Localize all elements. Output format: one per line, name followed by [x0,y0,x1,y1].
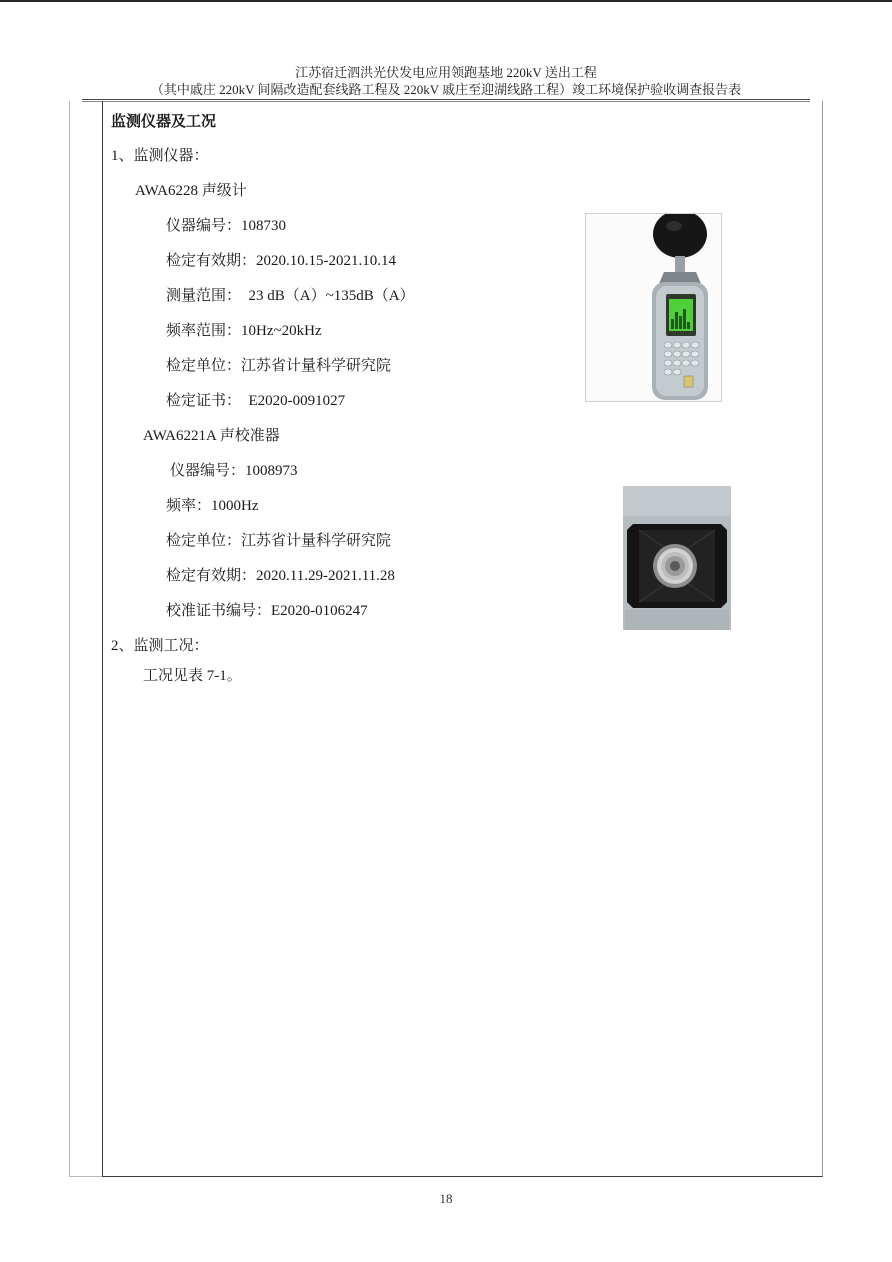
calibrator-validity: 检定有效期：2020.11.29-2021.11.28 [166,568,395,584]
sound-level-meter-photo [585,213,722,402]
page-number: 18 [439,1191,453,1206]
header-rule [82,99,810,100]
calibrator-frequency: 频率：1000Hz [166,498,259,514]
section-title: 监测仪器及工况 [111,112,217,130]
report-header [0,64,892,98]
meter-range: 测量范围： 23 dB（A）~135dB（A） [166,288,415,304]
meter-calibration-unit: 检定单位：江苏省计量科学研究院 [166,358,392,374]
meter-number: 仪器编号：108730 [166,218,287,234]
calibrator-name: AWA6221A 声校准器 [143,428,280,444]
sound-calibrator-photo [623,486,731,630]
top-rule [0,0,892,2]
header-title-line-2: （其中戚庄 220kV 间隔改造配套线路工程及 220kV 戚庄至迎湖线路工程）竣工环境保护验收调查报告表 [150,82,742,97]
header-title-line-1: 江苏宿迁泗洪光伏发电应用领跑基地 220kV 送出工程 [295,65,597,80]
calibrator-calibration-unit: 检定单位：江苏省计量科学研究院 [166,533,392,549]
conditions-text: 工况见表 7-1。 [143,668,242,684]
instruments-heading: 1、监测仪器： [111,148,209,164]
meter-certificate: 检定证书： E2020-0091027 [166,393,346,409]
conditions-heading: 2、监测工况： [111,638,209,654]
sound-calibrator-illustration [623,486,731,630]
calibrator-number: 仪器编号：1008973 [170,463,298,479]
sound-level-meter-illustration [586,214,721,401]
meter-frequency-range: 频率范围：10Hz~20kHz [166,323,322,339]
meter-name: AWA6228 声级计 [135,183,247,199]
calibrator-certificate: 校准证书编号：E2020-0106247 [166,603,368,619]
meter-validity: 检定有效期：2020.10.15-2021.10.14 [166,253,396,269]
